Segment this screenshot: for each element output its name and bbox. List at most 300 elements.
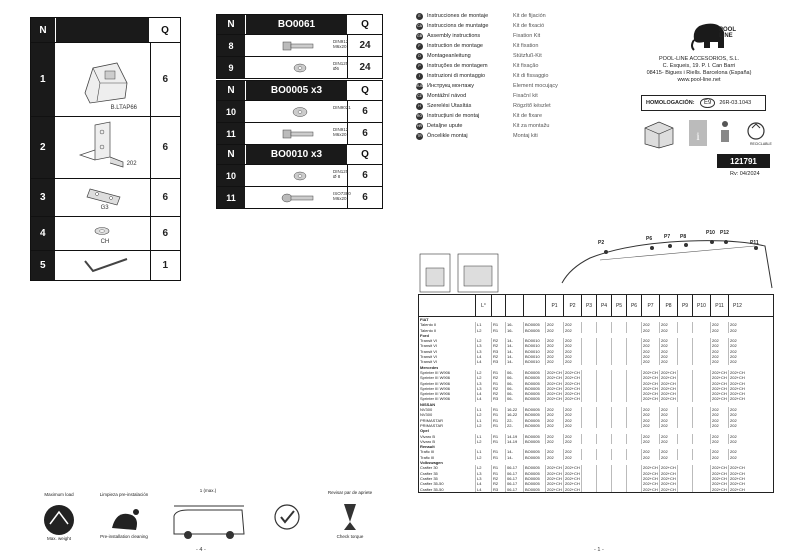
table-cell: 22- xyxy=(505,423,523,428)
table-cell: 202 xyxy=(659,407,677,412)
table-cell: 202+CH xyxy=(643,375,658,381)
instructions-title: Инструкц монтажу xyxy=(427,83,474,89)
table-cell: 202 xyxy=(563,328,581,333)
table-cell: 202 xyxy=(710,349,728,354)
table-cell: L2 xyxy=(475,455,491,460)
table-cell: 202 xyxy=(641,349,659,354)
table-cell: BO0005 xyxy=(523,396,545,401)
table-row xyxy=(31,250,180,280)
table-cell: 202 xyxy=(641,455,659,460)
table-cell: 202+CH xyxy=(565,465,580,471)
column-header xyxy=(419,295,475,316)
table-cell xyxy=(692,328,710,333)
table-cell: 06-17 xyxy=(505,487,523,492)
table-cell: 202 xyxy=(641,328,659,333)
table-row xyxy=(217,164,382,186)
table-cell xyxy=(611,328,626,333)
kit-name: Kit za montažu xyxy=(513,123,550,129)
row-number: 5 xyxy=(31,251,55,280)
washer-icon xyxy=(245,101,335,121)
table-cell: 202+CH xyxy=(730,465,745,471)
table-cell: 202+CH xyxy=(661,375,676,381)
kit-name: Kit de fijación xyxy=(513,13,546,19)
table-cell: BO0005 xyxy=(523,322,545,327)
instructions-title: Instruccions de muntatge xyxy=(427,23,489,29)
table-cell: 202+CH xyxy=(661,465,676,471)
column-header: L° xyxy=(475,295,491,316)
table-cell: L1 xyxy=(475,322,491,327)
language-flag-icon: E xyxy=(416,13,423,20)
table-cell xyxy=(626,439,641,444)
table-cell xyxy=(581,396,596,401)
document-code: 121791 xyxy=(717,154,770,168)
homologation-label: HOMOLOGACIÓN: xyxy=(646,100,695,106)
table-cell: 202+CH xyxy=(643,369,658,375)
table-cell: 06- xyxy=(505,396,523,401)
language-item xyxy=(416,131,558,141)
table-cell: 202 xyxy=(545,349,563,354)
table-cell: 06- xyxy=(505,381,523,386)
table-row xyxy=(419,439,773,444)
table-cell xyxy=(611,359,626,364)
part-quantity: 6 xyxy=(162,74,169,85)
kit-name: Fixační kit xyxy=(513,93,538,99)
table-cell: BO0010 xyxy=(523,343,545,348)
table-cell: 202 xyxy=(710,354,728,359)
table-cell: 202+CH xyxy=(565,369,580,375)
table-cell: 202+CH xyxy=(730,369,745,375)
table-cell xyxy=(692,423,710,428)
language-flag-icon: P xyxy=(416,63,423,70)
table-cell: 202 xyxy=(659,354,677,359)
table-cell: 202+CH xyxy=(661,369,676,375)
table-cell: L4 xyxy=(475,481,491,486)
table-row xyxy=(419,328,773,333)
table-cell xyxy=(581,487,596,492)
table-cell: 16- xyxy=(505,328,523,333)
header-n: N xyxy=(39,24,47,36)
table-cell: BO0005 xyxy=(523,328,545,333)
kit-spec: ISO7380 M6x20 xyxy=(333,191,351,201)
table-cell: Crafter 35-50 xyxy=(420,486,444,492)
kit-header xyxy=(217,15,382,34)
table-cell: 14- xyxy=(505,343,523,348)
table-cell: 202 xyxy=(545,354,563,359)
table-row xyxy=(31,178,180,216)
table-cell: 202 xyxy=(641,359,659,364)
vehicle-params-icons xyxy=(418,252,578,294)
table-row xyxy=(419,396,773,401)
torque-check-icon: Revisar par de apriete Check torque xyxy=(327,490,373,539)
table-cell: 202 xyxy=(563,434,581,439)
table-cell: BO0005 xyxy=(523,412,545,417)
column-header: P2 xyxy=(563,295,581,316)
table-cell: 202 xyxy=(641,407,659,412)
table-cell xyxy=(626,487,641,492)
table-cell: 202 xyxy=(545,423,563,428)
table-cell: 202 xyxy=(728,349,746,354)
table-cell: 202 xyxy=(659,359,677,364)
kit-header xyxy=(217,145,382,164)
kit-spec: DIN125 Ø6 xyxy=(333,61,349,71)
table-cell: 202 xyxy=(710,359,728,364)
table-cell: 202 xyxy=(710,343,728,348)
table-cell: 202+CH xyxy=(547,369,562,375)
table-cell: Transit VI xyxy=(420,354,437,360)
kit-code: BO0010 x3 xyxy=(245,145,348,164)
bolt-icon xyxy=(245,123,335,143)
table-cell: BO0010 xyxy=(523,354,545,359)
table-cell: 202 xyxy=(641,338,659,343)
table-cell: L3 xyxy=(475,471,491,476)
table-row xyxy=(217,122,382,144)
table-cell: 202 xyxy=(659,434,677,439)
table-cell xyxy=(581,455,596,460)
table-cell: 202+CH xyxy=(547,470,562,476)
table-cell: 202+CH xyxy=(565,391,580,397)
table-cell: 202 xyxy=(728,439,746,444)
language-flag-icon: RO xyxy=(416,114,423,118)
table-cell: 202 xyxy=(659,439,677,444)
column-header xyxy=(505,295,523,316)
kit-name: Kit di fissaggio xyxy=(513,73,549,79)
table-cell: 202+CH xyxy=(730,375,745,381)
instructions-title: Instruction de montage xyxy=(427,43,483,49)
parts-table-header xyxy=(31,18,180,42)
kit-table xyxy=(216,80,383,145)
table-cell: Crafter 30 xyxy=(420,465,438,471)
table-cell: 16-22 xyxy=(505,407,523,412)
instructions-title: Instruções de montagem xyxy=(427,63,488,69)
roof-position-label: P7 xyxy=(664,234,671,240)
table-cell: Trafic III xyxy=(420,449,435,455)
table-cell: 202+CH xyxy=(661,391,676,397)
table-cell: L2 xyxy=(475,375,491,380)
table-cell: Sprinter III W906 xyxy=(420,391,451,397)
table-cell: R1 xyxy=(491,465,505,470)
row-number: 9 xyxy=(217,57,245,78)
roof-position-label: P2 xyxy=(598,240,605,246)
brand-name: Opel xyxy=(420,428,429,434)
language-flag-icon: CA xyxy=(417,24,422,28)
language-item xyxy=(416,101,558,111)
row-number: 8 xyxy=(217,35,245,56)
table-cell: 202+CH xyxy=(565,380,580,386)
table-cell: 202 xyxy=(563,455,581,460)
table-cell: 202+CH xyxy=(547,475,562,481)
instructions-title: Instrucțiuni de montaj xyxy=(427,113,480,119)
kit-table xyxy=(216,14,383,79)
kit-item xyxy=(245,35,348,56)
table-cell: Crafter 35 xyxy=(420,470,438,476)
instructions-title: Szerelési Utasítás xyxy=(427,103,472,109)
table-cell xyxy=(626,423,641,428)
table-cell: Vivaro B xyxy=(420,433,436,439)
kit-name: Kit de fixare xyxy=(513,113,543,119)
table-cell: 06-17 xyxy=(505,471,523,476)
table-cell xyxy=(581,439,596,444)
table-cell: R1 xyxy=(491,412,505,417)
table-cell: L1 xyxy=(475,407,491,412)
table-cell xyxy=(677,359,692,364)
kit-header-n: N xyxy=(227,149,235,160)
table-cell: NV300 xyxy=(420,412,433,418)
table-cell: 202 xyxy=(710,449,728,454)
row-number: 4 xyxy=(31,217,55,250)
language-flag-icon: H xyxy=(416,103,423,110)
instructions-title: Detaljne upute xyxy=(427,123,463,129)
table-cell: 202+CH xyxy=(547,481,562,487)
table-cell: BO0005 xyxy=(523,471,545,476)
table-cell xyxy=(596,487,611,492)
instructions-title: Montážní návod xyxy=(427,93,467,99)
table-cell: 202 xyxy=(641,449,659,454)
table-cell: L3 xyxy=(475,381,491,386)
part-image xyxy=(55,179,151,216)
table-cell: 202 xyxy=(545,407,563,412)
table-cell: L2 xyxy=(475,439,491,444)
table-cell: 202+CH xyxy=(712,369,727,375)
table-cell: 202 xyxy=(728,434,746,439)
table-cell xyxy=(692,439,710,444)
language-item xyxy=(416,41,558,51)
kit-name: Montaj kiti xyxy=(513,133,538,139)
table-cell xyxy=(677,455,692,460)
table-cell: 202+CH xyxy=(547,385,562,391)
table-cell xyxy=(611,396,626,401)
table-cell: 06-17 xyxy=(505,481,523,486)
table-cell: R1 xyxy=(491,418,505,423)
table-cell xyxy=(581,328,596,333)
table-cell: R2 xyxy=(491,481,505,486)
table-cell: 202 xyxy=(710,434,728,439)
table-cell: R1 xyxy=(491,434,505,439)
table-cell xyxy=(626,359,641,364)
kit-item xyxy=(245,123,348,144)
language-item xyxy=(416,61,558,71)
language-item xyxy=(416,71,558,81)
table-cell: 202 xyxy=(641,412,659,417)
kit-header-q: Q xyxy=(348,15,382,34)
table-cell: BO0005 xyxy=(523,455,545,460)
table-cell xyxy=(692,487,710,492)
table-cell xyxy=(596,359,611,364)
table-cell: R3 xyxy=(491,396,505,401)
table-row xyxy=(419,455,773,460)
language-flag-icon: HR xyxy=(416,124,423,128)
row-number: 10 xyxy=(217,101,245,122)
table-cell: 202+CH xyxy=(643,391,658,397)
table-cell: 202+CH xyxy=(712,470,727,476)
kit-header-q: Q xyxy=(348,81,382,100)
table-cell: 202+CH xyxy=(643,475,658,481)
kit-quantity: 6 xyxy=(362,128,368,139)
table-cell: 202 xyxy=(728,322,746,327)
part-image xyxy=(55,251,151,280)
table-cell: 202 xyxy=(710,423,728,428)
kit-item xyxy=(245,101,351,122)
part-quantity: 6 xyxy=(162,142,169,153)
table-cell: 202 xyxy=(563,338,581,343)
table-cell: 202 xyxy=(728,412,746,417)
table-cell: 06-17 xyxy=(505,465,523,470)
table-cell: R1 xyxy=(491,423,505,428)
table-cell: 202 xyxy=(659,349,677,354)
table-cell: L2 xyxy=(475,338,491,343)
brand-name: Mercedes xyxy=(420,364,439,370)
kit-quantity: 6 xyxy=(362,192,368,203)
language-flag-icon: RUS xyxy=(415,84,424,88)
recycle-icon xyxy=(748,123,764,139)
table-cell: R1 xyxy=(491,322,505,327)
table-cell: 14- xyxy=(505,455,523,460)
language-item xyxy=(416,51,558,61)
row-number: 11 xyxy=(217,187,245,208)
table-cell: 202+CH xyxy=(712,385,727,391)
table-cell: BO0005 xyxy=(523,434,545,439)
table-cell: 202 xyxy=(710,455,728,460)
kit-name: Rögzítő készlet xyxy=(513,103,551,109)
instructions-title: Instruzioni di montaggio xyxy=(427,73,486,79)
table-cell xyxy=(692,359,710,364)
table-cell: R1 xyxy=(491,455,505,460)
table-cell: BO0005 xyxy=(523,418,545,423)
cleaning-icon: Limpieza pre-instalación Pre-installation cleaning xyxy=(99,492,149,539)
kit-spec: DIN912 M6x20 xyxy=(333,39,349,49)
column-header xyxy=(523,295,545,316)
table-cell: 202+CH xyxy=(547,380,562,386)
column-header: P8 xyxy=(659,295,677,316)
table-row xyxy=(217,100,382,122)
table-cell: 202+CH xyxy=(730,470,745,476)
kit-header xyxy=(217,81,382,100)
kit-name: Fixation Kit xyxy=(513,33,541,39)
table-cell xyxy=(677,439,692,444)
table-cell: BO0005 xyxy=(523,370,545,375)
table-cell: 202 xyxy=(659,322,677,327)
table-cell: 202 xyxy=(641,343,659,348)
table-cell: BO0010 xyxy=(523,349,545,354)
table-cell: Trafic III xyxy=(420,454,435,460)
table-cell: 202 xyxy=(710,328,728,333)
part-label: G3 xyxy=(100,205,109,211)
table-cell: PRIMASTAR xyxy=(420,417,444,423)
column-header: P5 xyxy=(611,295,626,316)
table-cell: 202+CH xyxy=(712,391,727,397)
table-cell: 14- xyxy=(505,349,523,354)
table-cell: 202 xyxy=(563,418,581,423)
language-flag-icon: GB xyxy=(416,34,423,38)
table-cell: 202+CH xyxy=(730,380,745,386)
table-cell: 202+CH xyxy=(547,375,562,381)
table-cell: 202 xyxy=(641,423,659,428)
table-cell: 202 xyxy=(641,354,659,359)
table-row xyxy=(419,487,773,492)
roof-position-label: P6 xyxy=(646,236,653,242)
language-item xyxy=(416,31,558,41)
table-cell: Sprinter III W906 xyxy=(420,375,451,381)
table-cell xyxy=(611,455,626,460)
table-cell: 202 xyxy=(728,343,746,348)
table-cell: 202 xyxy=(563,349,581,354)
table-cell: 202+CH xyxy=(712,396,727,402)
roof-position-label: P11 xyxy=(750,240,759,246)
table-cell: 202 xyxy=(728,328,746,333)
table-cell: 202+CH xyxy=(712,481,727,487)
table-cell: BO0005 xyxy=(523,386,545,391)
table-cell: Transit VI xyxy=(420,359,437,365)
column-header: P10 xyxy=(692,295,710,316)
table-cell: Transit VI xyxy=(420,343,437,349)
table-cell: L1 xyxy=(475,449,491,454)
table-cell: BO0010 xyxy=(523,359,545,364)
roof-position-label: P12 xyxy=(720,230,729,236)
row-number: 10 xyxy=(217,165,245,186)
table-cell: 202+CH xyxy=(565,481,580,487)
table-cell: 202+CH xyxy=(730,481,745,487)
table-cell: 202 xyxy=(728,455,746,460)
company-info: POOL-LINE ACCESORIOS, S.L. C. Esqueis, 19. P. I. Can Barri 08415- Bigues i Riells. Barcelona (España) www.pool-line.net xyxy=(646,56,752,83)
language-flag-icon: I xyxy=(416,73,423,80)
table-cell: R3 xyxy=(491,359,505,364)
language-item xyxy=(416,81,558,91)
table-cell: R2 xyxy=(491,375,505,380)
table-cell: 14-19 xyxy=(505,439,523,444)
kit-spec: DIN912 M6x20 xyxy=(333,127,349,137)
instructions-title: Instrucciones de montaje xyxy=(427,13,489,19)
table-cell: 202 xyxy=(545,328,563,333)
table-row xyxy=(217,56,382,78)
table-cell: 202 xyxy=(563,322,581,327)
table-cell: 202+CH xyxy=(712,375,727,381)
table-cell: 202 xyxy=(659,418,677,423)
language-item xyxy=(416,11,558,21)
table-cell: L4 xyxy=(475,354,491,359)
table-cell: L4 xyxy=(475,396,491,401)
kit-code: BO0061 xyxy=(245,15,348,34)
table-cell: 202 xyxy=(710,407,728,412)
language-item xyxy=(416,21,558,31)
table-cell: 202+CH xyxy=(547,465,562,471)
table-cell: R3 xyxy=(491,487,505,492)
kit-quantity: 24 xyxy=(359,62,371,73)
table-cell: BO0005 xyxy=(523,375,545,380)
table-cell: Sprinter III W906 xyxy=(420,396,451,402)
roof-position-label: P10 xyxy=(706,230,715,236)
table-cell: 202 xyxy=(545,343,563,348)
part-label: CH xyxy=(100,239,110,245)
table-cell: 202 xyxy=(563,343,581,348)
table-cell: 202 xyxy=(710,439,728,444)
table-cell: 202+CH xyxy=(565,396,580,402)
table-cell: 202 xyxy=(563,449,581,454)
language-item xyxy=(416,111,558,121)
page-number-left: - 4 - xyxy=(196,547,206,553)
brand-name: Volkswagen xyxy=(420,460,443,466)
table-cell: BO0005 xyxy=(523,423,545,428)
table-cell: 202 xyxy=(545,449,563,454)
table-cell: 202 xyxy=(563,423,581,428)
column-header: P12 xyxy=(728,295,746,316)
row-number: 1 xyxy=(31,43,55,116)
table-cell: 202+CH xyxy=(712,486,727,492)
brand-name: Ford xyxy=(420,332,429,338)
washer-icon xyxy=(245,165,335,185)
table-cell: BO0005 xyxy=(523,391,545,396)
table-cell xyxy=(596,455,611,460)
table-cell: R2 xyxy=(491,343,505,348)
vehicle-table xyxy=(418,294,774,493)
